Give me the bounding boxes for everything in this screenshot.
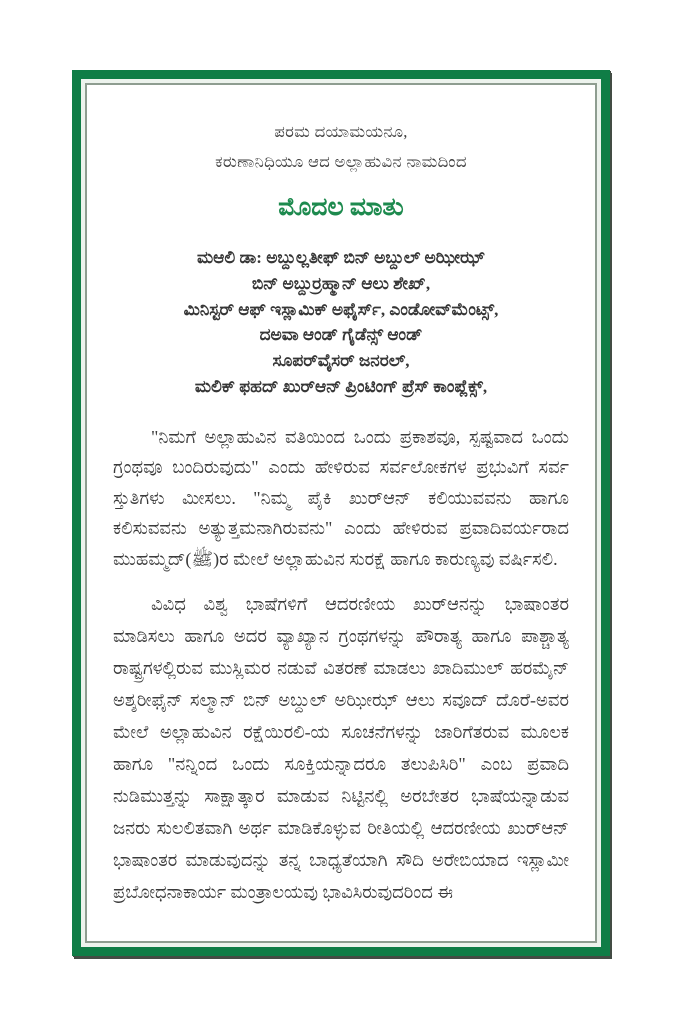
author-line-2: ಬಿನ್ ಅಬ್ದುರ್ರಹ್ಮಾನ್ ಆಲು ಶೇಖ್, bbox=[251, 273, 431, 293]
author-line-4: ದಅವಾ ಆಂಡ್ ಗೈಡೆನ್ಸ್ ಆಂಡ್ bbox=[259, 325, 423, 345]
author-line-5: ಸೂಪರ್‌ವೈಸರ್ ಜನರಲ್, bbox=[272, 351, 410, 371]
decorative-page-border bbox=[72, 70, 610, 956]
author-line-3: ಮಿನಿಸ್ಟರ್ ಆಫ್ ಇಸ್ಲಾಮಿಕ್ ಅಫೈರ್ಸ್, ಎಂಡೋವ್‌ಮೆಂಟ್ಸ್, bbox=[183, 299, 499, 319]
author-line-1: ಮಆಲಿ ಡಾ: ಅಬ್ದುಲ್ಲತೀಫ್ ಬಿನ್ ಅಬ್ದುಲ್ ಅಝೀಝ್ bbox=[197, 248, 485, 267]
inner-border-line bbox=[85, 83, 597, 943]
page-content bbox=[87, 85, 595, 941]
paragraph-1: "ನಿಮಗೆ ಅಲ್ಲಾಹುವಿನ ವತಿಯಿಂದ ಒಂದು ಪ್ರಕಾಶವೂ, ಸ್ಪಷ್ಟವಾದ ಒಂದು ಗ್ರಂಥವೂ ಬಂದಿರುವುದು" ಎಂದು ಹೇಳಿರುವ ಸರ್ವಲೋಕಗಳ ಪ್ರಭುವಿಗೆ ಸರ್ವ ಸ್ತುತಿಗಳು ಮೀಸಲು. "ನಿಮ್ಮ ಪೈಕಿ ಖುರ್‌ಆನ್ ಕಲಿಯುವವನು ಹಾಗೂ ಕಲಿಸುವವನು ಅತ್ಯುತ್ತಮನಾಗಿರುವನು" ಎಂದು ಹೇಳಿರುವ ಪ್ರವಾದಿವರ್ಯರಾದ ಮುಹಮ್ಮದ್(ﷺ)ರ ಮೇಲೆ ಅಲ್ಲಾಹುವಿನ ಸುರಕ್ಷೆ ಹಾಗೂ ಕಾರುಣ್ಯವು ವರ್ಷಿಸಲಿ. bbox=[113, 426, 569, 569]
bismillah-invocation bbox=[113, 117, 569, 177]
invocation-line-1: ಪರಮ ದಯಾಮಯನೂ, bbox=[274, 122, 408, 141]
invocation-line-2: ಕರುಣಾನಿಧಿಯೂ ಆದ ಅಲ್ಲಾಹುವಿನ ನಾಮದಿಂದ bbox=[215, 152, 467, 171]
author-credit-block bbox=[113, 245, 569, 400]
page-title: ಮೊದಲ ಮಾತು bbox=[278, 194, 404, 221]
author-line-6: ಮಲಿಕ್ ಫಹದ್ ಖುರ್‌ಆನ್ ಪ್ರಿಂಟಿಂಗ್ ಪ್ರೆಸ್ ಕಾಂಪ್ಲೆಕ್ಸ್, bbox=[194, 376, 488, 396]
body-text bbox=[113, 422, 569, 909]
paragraph-2: ವಿವಿಧ ವಿಶ್ವ ಭಾಷೆಗಳಿಗೆ ಆದರಣೀಯ ಖುರ್‌ಆನನ್ನು ಭಾಷಾಂತರ ಮಾಡಿಸಲು ಹಾಗೂ ಅದರ ವ್ಯಾಖ್ಯಾನ ಗ್ರಂಥಗಳನ್ನು ಪೌರಾತ್ಯ ಹಾಗೂ ಪಾಶ್ಚಾತ್ಯ ರಾಷ್ಟ್ರಗಳಲ್ಲಿರುವ ಮುಸ್ಲಿಮರ ನಡುವೆ ವಿತರಣೆ ಮಾಡಲು ಖಾದಿಮುಲ್ ಹರಮೈನ್ ಅಶ್ಶರೀಫೈನ್ ಸಲ್ಮಾನ್ ಬಿನ್ ಅಬ್ದುಲ್ ಅಝೀಝ್ ಆಲು ಸವೂದ್ ದೊರೆ-ಅವರ ಮೇಲೆ ಅಲ್ಲಾಹುವಿನ ರಕ್ಷೆಯಿರಲಿ-ಯ ಸೂಚನೆಗಳನ್ನು ಜಾರಿಗೆತರುವ ಮೂಲಕ ಹಾಗೂ "ನನ್ನಿಂದ ಒಂದು ಸೂಕ್ತಿಯನ್ನಾದರೂ ತಲುಪಿಸಿರಿ" ಎಂಬ ಪ್ರವಾದಿ ನುಡಿಮುತ್ತನ್ನು ಸಾಕ್ಷಾತ್ಕಾರ ಮಾಡುವ ನಿಟ್ಟಿನಲ್ಲಿ ಅರಬೇತರ ಭಾಷೆಯನ್ನಾಡುವ ಜನರು ಸುಲಲಿತವಾಗಿ ಅರ್ಥ ಮಾಡಿಕೊಳ್ಳುವ ರೀತಿಯಲ್ಲಿ ಆದರಣೀಯ ಖುರ್‌ಆನ್ ಭಾಷಾಂತರ ಮಾಡುವುದನ್ನು ತನ್ನ ಬಾಧ್ಯತೆಯಾಗಿ ಸೌದಿ ಅರೇಬಿಯಾದ ಇಸ್ಲಾಮೀ ಪ್ರಬೋಧನಾಕಾರ್ಯ ಮಂತ್ರಾಲಯವು ಭಾವಿಸಿರುವುದರಿಂದ ಈ bbox=[113, 594, 569, 903]
